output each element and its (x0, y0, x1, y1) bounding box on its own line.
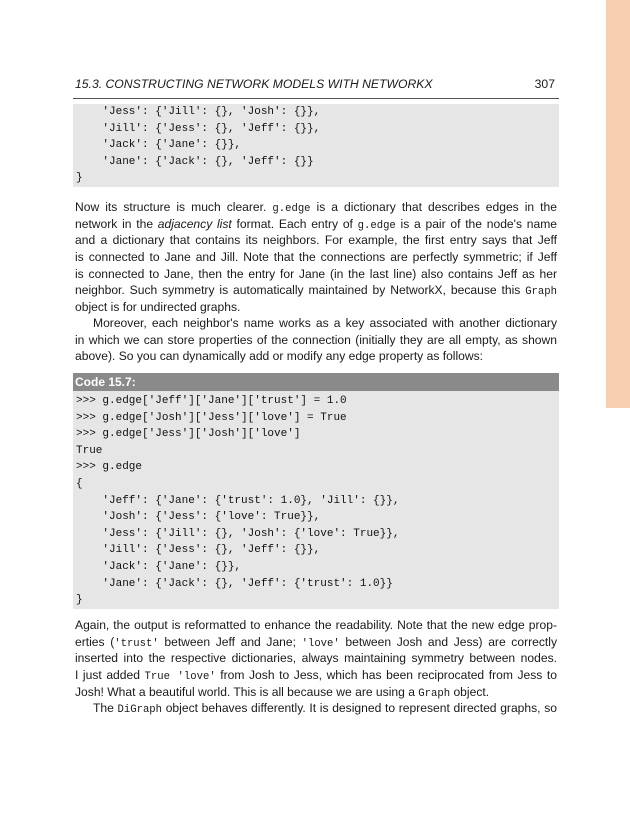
emphasis: adjacency list (157, 216, 232, 231)
code-line: >>> g.edge['Josh']['Jess']['love'] = True (76, 411, 347, 424)
text-run: object. (450, 684, 490, 699)
inline-code: 'love' (301, 637, 340, 650)
header-rule (73, 98, 559, 99)
text-line: and a dictionary that contains its neighbors. For example, the first entry says that Jeff (75, 233, 557, 248)
code-line: 'Jack': {'Jane': {}}, (76, 139, 242, 152)
code-line: } (76, 594, 83, 607)
text-run: I just added (75, 668, 145, 683)
text-line: is connected to Jane and Jill. Note that the connections are perfectly symmetric; if Jeff (75, 250, 557, 265)
text-run: neighbor. Such symmetry is automatically maintained by NetworkX, because this (75, 283, 526, 298)
text-run: between Josh and Jess) are correctly (339, 634, 557, 649)
text-run: network in the (75, 216, 158, 231)
code-line: 'Jill': {'Jess': {}, 'Jeff': {}}, (76, 122, 321, 135)
code-line: >>> g.edge['Jeff']['Jane']['trust'] = 1.0 (76, 395, 347, 407)
code-line: 'Jeff': {'Jane': {'trust': 1.0}, 'Jill': {}}, (76, 494, 400, 507)
chapter-edge-tab (606, 0, 630, 408)
inline-code: 'trust' (114, 637, 159, 650)
page-number: 307 (534, 77, 555, 91)
text-run: from Josh to Jess, which has been reciprocated from Jess to (215, 668, 557, 683)
inline-code: Graph (525, 286, 557, 299)
text-line: inserted into the respective dictionaries, always maintaining symmetry between nodes. (75, 651, 557, 666)
paragraph-1 (75, 199, 557, 316)
inline-code: True 'love' (144, 671, 216, 684)
paragraph-2 (75, 315, 557, 365)
text-line: in which we can store properties of the connection (initially they are all empty, as shown (75, 332, 557, 347)
text-run: is a pair of the node's name (395, 216, 557, 231)
code-listing-15-7 (73, 373, 559, 609)
paragraph-4 (75, 700, 557, 717)
text-run: Josh! What a beautiful world. This is all because we are using a (75, 684, 419, 699)
code-line: 'Jess': {'Jill': {}, 'Josh': {}}, (76, 106, 321, 118)
text-run: Now its structure is much clearer. (75, 200, 273, 214)
inline-code: DiGraph (117, 704, 163, 716)
section-title: 15.3. CONSTRUCTING NETWORK MODELS WITH NETWORKX (75, 77, 433, 91)
code-line: >>> g.edge (76, 461, 143, 474)
text-run: is a dictionary that describes edges in the (310, 200, 557, 214)
text-line: Moreover, each neighbor's name works as a key associated with another dictionary (93, 316, 557, 330)
text-run: format. Each entry of (231, 216, 358, 231)
code-line: 'Josh': {'Jess': {'love': True}}, (76, 511, 321, 524)
text-line: above). So you can dynamically add or modify any edge property as follows: (75, 349, 484, 364)
inline-code: g.edge (272, 203, 311, 215)
code-line: 'Jess': {'Jill': {}, 'Josh': {'love': True}}, (76, 527, 400, 540)
running-header (75, 77, 555, 93)
code-listing-label: Code 15.7: (73, 373, 559, 391)
code-block-continued (73, 104, 559, 187)
inline-code: g.edge (357, 219, 396, 232)
code-line: } (76, 172, 83, 185)
code-line: 'Jill': {'Jess': {}, 'Jeff': {}}, (76, 544, 321, 557)
code-line: 'Jane': {'Jack': {}, 'Jeff': {}} (76, 155, 314, 168)
inline-code: Graph (418, 687, 451, 700)
code-line: 'Jane': {'Jack': {}, 'Jeff': {'trust': 1.0}} (76, 577, 393, 590)
code-line: True (76, 444, 103, 457)
text-run: erties ( (75, 634, 115, 649)
code-line: >>> g.edge['Jess']['Josh']['love'] (76, 428, 301, 441)
code-line: 'Jack': {'Jane': {}}, (76, 560, 242, 573)
text-line: Again, the output is reformatted to enhance the readability. Note that the new edge prop- (75, 618, 557, 632)
text-run: object behaves differently. It is designed to represent directed graphs, so (162, 701, 557, 715)
text-run: between Jeff and Jane; (158, 634, 302, 649)
text-run: The (93, 701, 118, 715)
text-line: is connected to Jane, then the entry for Jane (in the last line) also contains Jeff as her (75, 266, 557, 281)
text-line: object is for undirected graphs. (75, 300, 241, 315)
paragraph-3 (75, 617, 557, 700)
code-line: { (76, 477, 83, 490)
